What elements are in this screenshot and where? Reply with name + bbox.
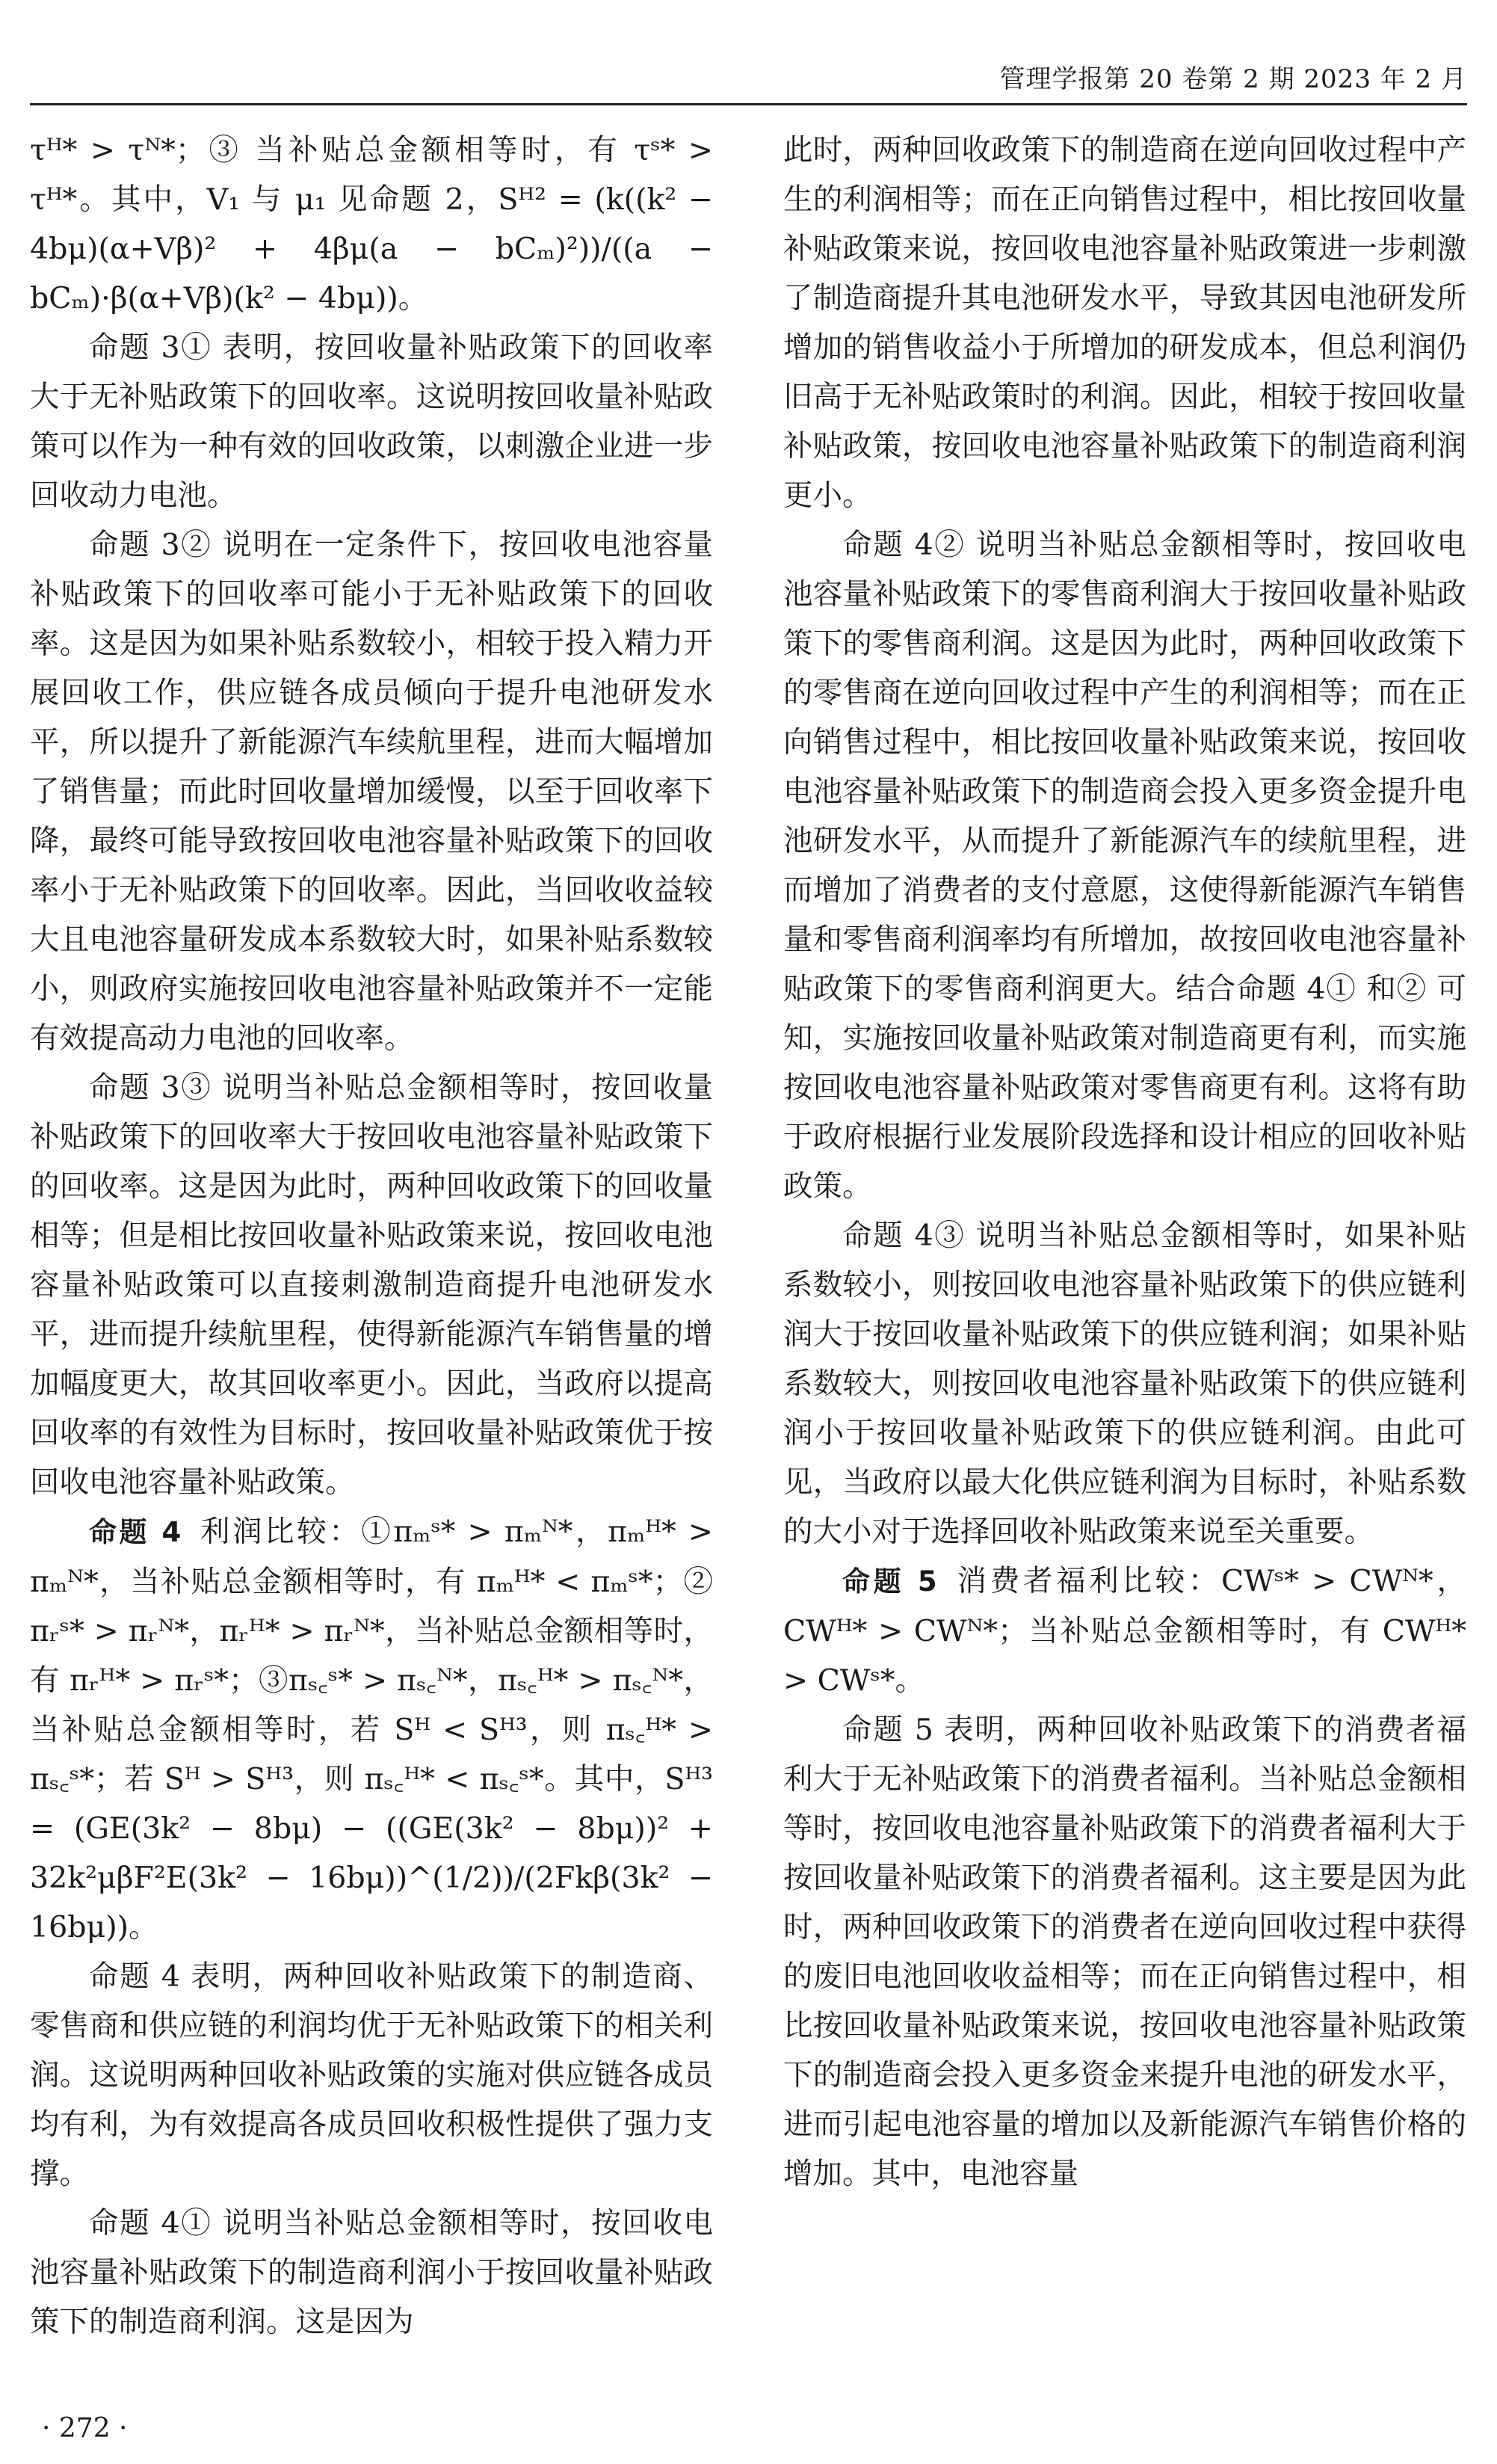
header-rule	[30, 103, 1467, 105]
continued-text: 此时，两种回收政策下的制造商在逆向回收过程中产生的利润相等；而在正向销售过程中，相比按回收量补贴政策来说，按回收电池容量补贴政策进一步刺激了制造商提升其电池研发水平，导致其因电池研发所增加的销售收益小于所增加的研发成本，但总利润仍旧高于无补贴政策时的利润。因此，相较于按回收量补贴政策，按回收电池容量补贴政策下的制造商利润更小。	[783, 133, 1466, 513]
paragraph: 命题 4③ 说明当补贴总金额相等时，如果补贴系数较小，则按回收电池容量补贴政策下的供应链利润大于按回收量补贴政策下的供应链利润；如果补贴系数较大，则按回收电池容量补贴政策下的供应链利润小于按回收量补贴政策下的供应链利润。由此可见，当政府以最大化供应链利润为目标时，补贴系数的大小对于选择回收补贴政策来说至关重要。	[783, 1219, 1466, 1549]
proposition-text: 利润比较：①πₘˢ* > πₘᴺ*，πₘᴴ* > πₘᴺ*，当补贴总金额相等时，有 πₘᴴ* < πₘˢ*；② πᵣˢ* > πᵣᴺ*，πᵣᴴ* > πᵣᴺ*，当补贴总金额相等时，有 πᵣᴴ* > πᵣˢ*；③πₛ꜀ˢ* > πₛ꜀ᴺ*，πₛ꜀ᴴ* > πₛ꜀ᴺ*，当补贴总金额相等时，若 Sᴴ < Sᴴ³，则 πₛ꜀ᴴ* > πₛ꜀ˢ*；若 Sᴴ > Sᴴ³，则 πₛ꜀ᴴ* < πₛ꜀ˢ*。其中，Sᴴ³ = (GE(3k² − 8bμ) − ((GE(3k² − 8bμ))² + 32k²μβF²E(3k² − 16bμ))^(1/2))/(2Fkβ(3k² − 16bμ))。	[30, 1515, 713, 1944]
proposition	[783, 1556, 1466, 1705]
paragraph: 命题 5 表明，两种回收补贴政策下的消费者福利大于无补贴政策下的消费者福利。当补贴总金额相等时，按回收电池容量补贴政策下的消费者福利大于按回收量补贴政策下的消费者福利。这主要是因为此时，两种回收政策下的消费者在逆向回收过程中获得的废旧电池回收收益相等；而在正向销售过程中，相比按回收量补贴政策来说，按回收电池容量补贴政策下的制造商会投入更多资金来提升电池的研发水平，进而引起电池容量的增加以及新能源汽车销售价格的增加。其中，电池容量	[783, 1713, 1466, 2191]
paragraph: 命题 4① 说明当补贴总金额相等时，按回收电池容量补贴政策下的制造商利润小于按回收量补贴政策下的制造商利润。这是因为	[30, 2206, 713, 2339]
paragraph: 命题 4② 说明当补贴总金额相等时，按回收电池容量补贴政策下的零售商利润大于按回收量补贴政策下的零售商利润。这是因为此时，两种回收政策下的零售商在逆向回收过程中产生的利润相等；而在正向销售过程中，相比按回收量补贴政策来说，按回收电池容量补贴政策下的制造商会投入更多资金提升电池研发水平，从而提升了新能源汽车的续航里程，进而增加了消费者的支付意愿，这使得新能源汽车销售量和零售商利润率均有所增加，故按回收电池容量补贴政策下的零售商利润更大。结合命题 4① 和② 可知，实施按回收量补贴政策对制造商更有利，而实施按回收电池容量补贴政策对零售商更有利。这将有助于政府根据行业发展阶段选择和设计相应的回收补贴政策。	[783, 528, 1466, 1204]
proposition-label: 命题 5	[842, 1565, 937, 1598]
running-header: 管理学报第 20 卷第 2 期 2023 年 2 月	[999, 64, 1467, 94]
proposition-label: 命题 4	[89, 1516, 182, 1548]
paragraph: 命题 3① 表明，按回收量补贴政策下的回收率大于无补贴政策下的回收率。这说明按回收量补贴政策可以作为一种有效的回收政策，以刺激企业进一步回收动力电池。	[30, 330, 713, 513]
proposition	[30, 1507, 713, 1952]
continued-text: τᴴ* > τᴺ*；③ 当补贴总金额相等时，有 τˢ* > τᴴ*。其中，V₁ 与 μ₁ 见命题 2，Sᴴ² = (k((k² − 4bμ)(α+Vβ)² + 4βμ(a − bCₘ)²))/((a − bCₘ)·β(α+Vβ)(k² − 4bμ))。	[30, 133, 713, 315]
paragraph: 命题 3② 说明在一定条件下，按回收电池容量补贴政策下的回收率可能小于无补贴政策下的回收率。这是因为如果补贴系数较小，相较于投入精力开展回收工作，供应链各成员倾向于提升电池研发水平，所以提升了新能源汽车续航里程，进而大幅增加了销售量；而此时回收量增加缓慢，以至于回收率下降，最终可能导致按回收电池容量补贴政策下的回收率小于无补贴政策下的回收率。因此，当回收收益较大且电池容量研发成本系数较大时，如果补贴系数较小，则政府实施按回收电池容量补贴政策并不一定能有效提高动力电池的回收率。	[30, 528, 713, 1056]
paragraph: 命题 3③ 说明当补贴总金额相等时，按回收量补贴政策下的回收率大于按回收电池容量补贴政策下的回收率。这是因为此时，两种回收政策下的回收量相等；但是相比按回收量补贴政策来说，按回收电池容量补贴政策可以直接刺激制造商提升电池研发水平，进而提升续航里程，使得新能源汽车销售量的增加幅度更大，故其回收率更小。因此，当政府以提高回收率的有效性为目标时，按回收量补贴政策优于按回收电池容量补贴政策。	[30, 1071, 713, 1500]
right-column	[783, 126, 1466, 2199]
proposition-text: 消费者福利比较：CWˢ* > CWᴺ*，CWᴴ* > CWᴺ*；当补贴总金额相等时，有 CWᴴ* > CWˢ*。	[783, 1564, 1466, 1698]
page-number: · 272 ·	[42, 2413, 128, 2444]
paragraph: 命题 4 表明，两种回收补贴政策下的制造商、零售商和供应链的利润均优于无补贴政策下的相关利润。这说明两种回收补贴政策的实施对供应链各成员均有利，为有效提高各成员回收积极性提供了强力支撑。	[30, 1959, 713, 2191]
left-column	[30, 126, 713, 2347]
